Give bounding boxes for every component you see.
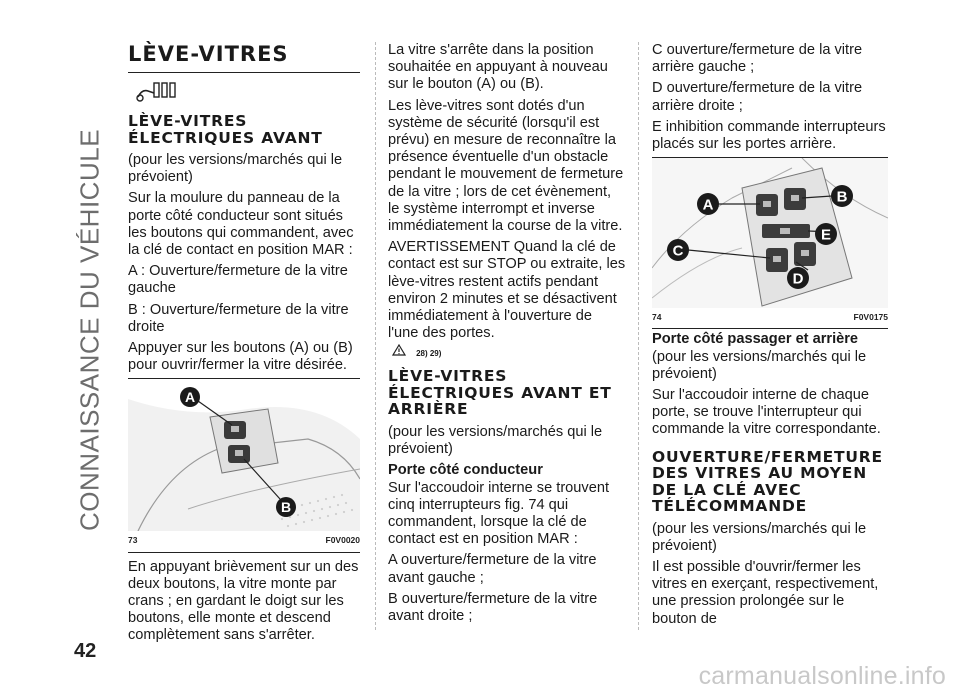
section-title-front-rear-windows: LÈVE-VITRES ÉLECTRIQUES AVANT ET ARRIÈRE <box>388 367 612 419</box>
paragraph: Sur l'accoudoir interne de chaque porte, se trouve l'interrupteur qui commande la vitre correspondante. <box>652 387 881 438</box>
paragraph: Appuyer sur les boutons (A) ou (B) pour ouvrir/fermer la vitre désirée. <box>128 340 353 374</box>
figure-number: 74 <box>652 312 662 323</box>
label-c: C <box>672 242 684 260</box>
paragraph: B ouverture/fermeture de la vitre avant droite ; <box>388 590 598 624</box>
section-title-key-remote: OUVERTURE/FERMETURE DES VITRES AU MOYEN DE LA CLÉ AVEC TÉLÉCOMMANDE <box>652 447 883 516</box>
paragraph: Il est possible d'ouvrir/fermer les vitres en exerçant, respectivement, une pression prolongée sur le bouton de <box>652 559 879 627</box>
section-title-front-windows: LÈVE-VITRES ÉLECTRIQUES AVANT <box>128 112 323 147</box>
note-references: 28) 29) <box>416 349 442 359</box>
paragraph: E inhibition commande interrupteurs placés sur les portes arrière. <box>652 118 886 153</box>
paragraph: (pour les versions/marchés qui le prévoient) <box>128 152 343 186</box>
paragraph: (pour les versions/marchés qui le prévoient) <box>652 520 867 554</box>
figure-code: F0V0175 <box>853 312 888 323</box>
watermark: carmanualsonline.info <box>698 662 946 690</box>
paragraph: La vitre s'arrête dans la position souhaitée en appuyant à nouveau sur le bouton (A) ou (B). <box>388 42 608 93</box>
page-title: LÈVE-VITRES <box>128 42 360 73</box>
paragraph: Sur l'accoudoir interne se trouvent cinq interrupteurs fig. 74 qui commandent, lorsque la clé de contact est en position MAR : <box>388 479 610 548</box>
figure-73-caption <box>128 531 360 552</box>
label-e: E <box>820 226 832 244</box>
equipment-icon <box>134 79 360 105</box>
figure-code: F0V0020 <box>325 535 360 546</box>
warning-icon <box>392 344 406 356</box>
notes-row <box>392 344 626 358</box>
paragraph: (pour les versions/marchés qui le prévoient) <box>388 423 603 458</box>
column-2 <box>388 42 626 629</box>
column-separator <box>375 42 377 630</box>
side-chapter-title <box>70 50 110 610</box>
label-b: B <box>280 499 292 516</box>
subsection-title-passenger-door: Porte côté passager et arrière <box>652 331 859 348</box>
figure-number: 73 <box>128 535 138 546</box>
column-1 <box>128 42 360 649</box>
label-d: D <box>792 270 804 288</box>
figure-73-illustration <box>128 379 360 531</box>
label-a: A <box>702 196 714 214</box>
paragraph: Les lève-vitres sont dotés d'un système de sécurité (lorsqu'il est prévu) en mesure de reconnaître la présence éventuelle d'un obstacle pendant le mouvement de fermeture de la vitre ; lors de cet évènement, le système interrompt et inverse immédiatement la course de la vitre. <box>388 97 624 235</box>
window-switch-icon <box>134 79 178 103</box>
subsection-title-driver-door: Porte côté conducteur <box>388 462 543 479</box>
label-b: B <box>836 188 848 206</box>
paragraph: B : Ouverture/fermeture de la vitre droite <box>128 301 349 335</box>
paragraph: Sur la moulure du panneau de la porte côté conducteur sont situés les boutons qui commandent, avec la clé de contact en position MAR : <box>128 190 354 259</box>
label-a: A <box>184 389 196 406</box>
paragraph: (pour les versions/marchés qui le prévoient) <box>652 348 867 382</box>
figure-74-illustration <box>652 158 888 308</box>
paragraph: AVERTISSEMENT Quand la clé de contact est sur STOP ou extraite, les lève-vitres restent actifs pendant environ 2 minutes et se désactivent immédiatement à l'ouverture de l'une des portes. <box>388 239 626 342</box>
figure-74 <box>652 158 888 329</box>
figure-73 <box>128 379 360 552</box>
paragraph: A : Ouverture/fermeture de la vitre gauche <box>128 263 348 297</box>
paragraph: En appuyant brièvement sur un des deux boutons, la vitre monte par crans ; en gardant le doigt sur les boutons, elle monte et descend complètement sans s'arrêter. <box>128 558 359 644</box>
column-separator <box>638 42 640 630</box>
paragraph: D ouverture/fermeture de la vitre arrière droite ; <box>652 80 863 114</box>
page-number: 42 <box>74 640 97 662</box>
side-chapter-title-text: CONNAISSANCE DU VÉHICULE <box>74 128 105 532</box>
paragraph: C ouverture/fermeture de la vitre arrière gauche ; <box>652 42 863 76</box>
paragraph: A ouverture/fermeture de la vitre avant gauche ; <box>388 552 597 586</box>
column-3 <box>652 42 888 632</box>
figure-74-caption <box>652 308 888 329</box>
